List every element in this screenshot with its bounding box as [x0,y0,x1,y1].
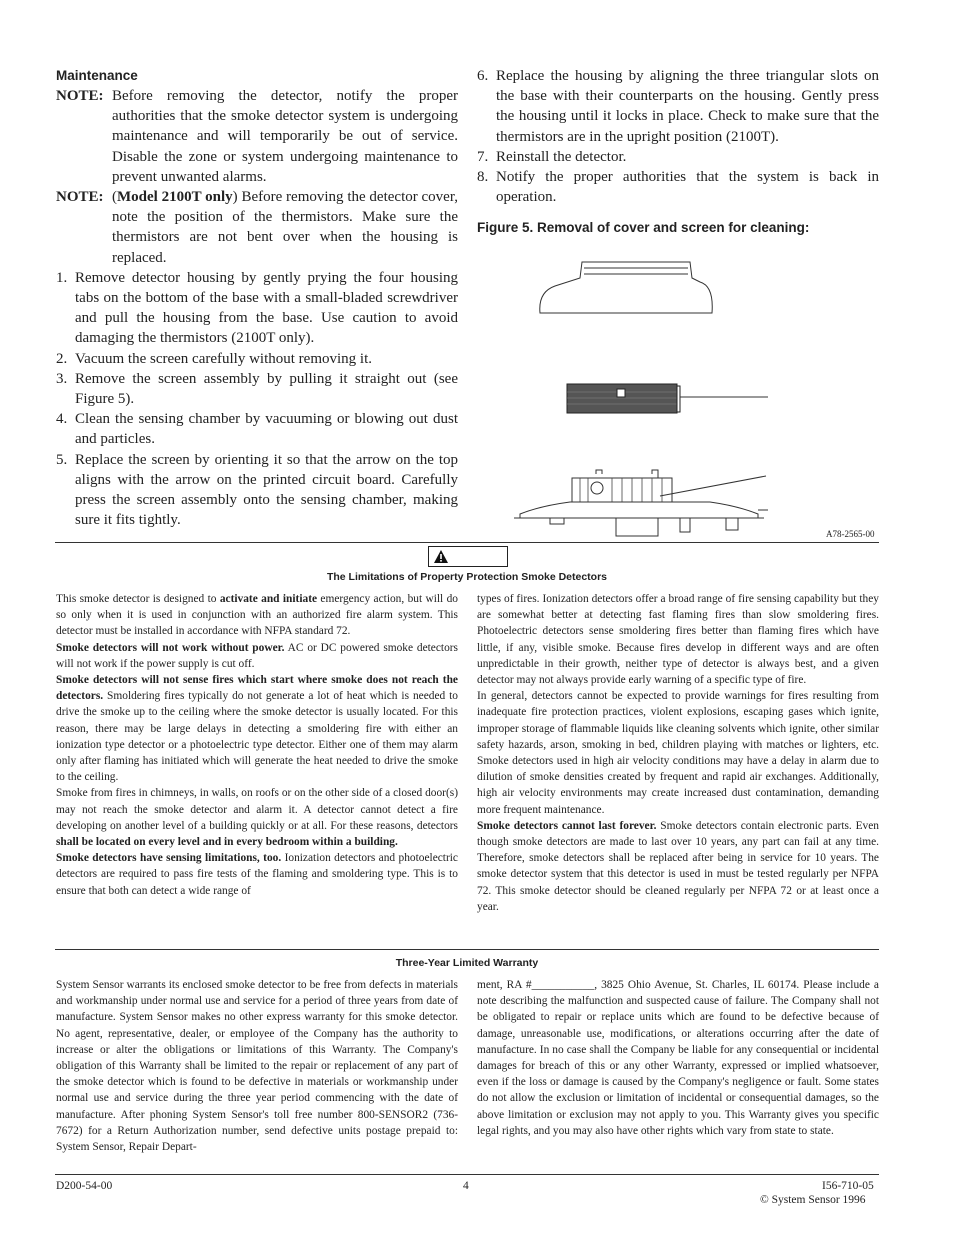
paragraph-pre: types of fires. Ionization detectors offer a broad range of fire sensing capability but they are somewhat better at detecting fast flaming fires than slow smoldering fires. Photoelectric detectors sense smoldering fires better than flaming fires which have little, if any, visible smoke. Because fires develop in different ways and are often unpredictable in their growth, neither type of detector is always best, and a given detector may not always provide early warning of a specific type of fire. [477,593,879,687]
footer-form-code: I56-710-05 [822,1180,874,1192]
limitations-paragraph [477,591,879,688]
warranty-title: Three-Year Limited Warranty [395,957,539,969]
step-text: Remove detector housing by gently prying the four housing tabs on the bottom of the base with a small-bladed screwdriver and pull the housing from the base. Use caution to avoid damaging the thermistors (2100T only). [75,269,458,347]
paragraph-bold: Smoke detectors will not sense fires which start where smoke does not reach the detectors. [56,674,458,703]
section-rule-warranty [55,949,879,950]
paragraph-bold: Smoke detectors cannot last forever. [477,819,657,832]
paragraph-bold: Smoke detectors will not work without power. [56,641,285,654]
paragraph-post: Smoke detectors contain electronic parts. Even though smoke detectors are made to last over 10 years, any part can fail at any time. Therefore, smoke detectors shall be replaced after being in service for 10 years. The smoke detector system that this detector is used in must be tested regularly per NFPA 72. This smoke detector should be cleaned regularly per NFPA 72 or at least once a year. [477,819,879,913]
paragraph-post: Ionization detectors and photoelectric detectors are required to pass fire tests of the flaming and smoldering type. This is to ensure that both can detect a wide range of [56,852,458,897]
step-text: Replace the housing by aligning the three triangular slots on the base with their counterparts on the housing. Gently press the housing until it locks in place. Check to make sure that the thermistors are in the upright position (2100T). [496,68,879,145]
figure-5-diagram [500,256,880,546]
section-rule-top [55,542,879,543]
limitations-paragraph [56,785,458,850]
paragraph-bold: shall be located on every level and in every bedroom within a building. [56,836,398,849]
step-text: Clean the sensing chamber by vacuuming or blowing out dust and particles. [75,411,458,448]
figure-caption: Figure 5. Removal of cover and screen for cleaning: [477,220,810,236]
detector-housing [540,262,712,313]
footer-rule [55,1174,879,1175]
step-text: Replace the screen by orienting it so that the arrow on the top aligns with the arrow on the printed circuit board. Carefully press the screen assembly onto the sensing chamber, making sure it fits tightly. [75,451,458,529]
warranty-right-text: ment, RA #___________, 3825 Ohio Avenue, St. Charles, IL 60174. Please include a note describing the malfunction and suspected cause of failure. The Company shall not be obligated to repair or replace units which are found to be defective because of damage, unreasonable use, modifications, or alterations occurring after the date of manufacture. In no case shall the Company be liable for any consequential or incidental damages for breach of this or any other Warranty, expressed or implied whatsoever, even if the loss or damage is caused by the Company's negligence or fault. Some states do not allow the exclusion or limitation of incidental or consequential damages, so the above limitation or exclusion may not apply to you. This Warranty gives you specific legal rights, and you may also have other rights which vary from state to state. [477,979,879,1137]
step-number: 2. [56,350,68,367]
paragraph-bold: Smoke detectors have sensing limitations, too. [56,852,282,865]
page-number: 4 [463,1180,469,1192]
paragraph-post: emergency action, but will do so only when it is used in conjunction with an authorized fire alarm system. This detector must be installed in accordance with NFPA standard 72. [56,593,458,638]
maintenance-step [56,349,458,369]
footer-copyright: © System Sensor 1996 [760,1194,866,1206]
step-text: Reinstall the detector. [496,148,627,165]
screen-assembly [567,384,768,413]
limitations-right-column [477,591,879,915]
step-number: 7. [477,148,489,165]
step-number: 4. [56,411,68,428]
paragraph-post: Smoldering fires typically do not generate a lot of heat which is needed to drive the smoke up to the ceiling where the smoke detector is usually located. For this reason, there may be large delays in detecting a smoldering fire with either an ionization type detector or a photoelectric type detector. Either one of them may alarm only after flaming has initiated which will generate the heat needed to drive the smoke to the ceiling. [56,690,458,784]
limitations-paragraph [56,672,458,785]
footer-doc-code: D200-54-00 [56,1180,113,1192]
step-number: 6. [477,68,489,84]
step-number: 8. [477,169,489,186]
note-1-text: Before removing the detector, notify the proper authorities that the smoke detector system is undergoing maintenance and will temporarily be out of service. Disable the zone or system undergoing maintenance to prevent unwanted alarms. [112,88,458,185]
limitations-paragraph [477,688,879,818]
note-2-model: Model 2100T only [117,189,233,206]
paragraph-pre: This smoke detector is designed to [56,593,220,605]
note-2-label: NOTE: [56,189,104,206]
step-number: 1. [56,269,68,286]
maintenance-right-column [477,66,879,237]
limitations-paragraph [56,591,458,640]
limitations-left-column [56,591,458,899]
step-text: Remove the screen assembly by pulling it straight out (see Figure 5). [75,370,458,408]
limitations-paragraph [56,640,458,672]
step-number: 5. [56,451,68,468]
figure-code: A78-2565-00 [826,529,875,539]
maintenance-step [56,409,458,449]
warning-box [428,546,508,567]
paragraph-pre: In general, detectors cannot be expected to provide warnings for fires resulting from inadequate fire protection practices, violent explosions, escaping gases which ignite, improper storage of flammable liquids like cleaning solvents which ignite, other similar safety hazards, arson, smoking in bed, children playing with matches or lighters, etc. Smoke detectors used in high air velocity conditions may have a delay in alarm due to dilution of smoke densities created by frequent and rapid air exchanges. Additionally, high air velocity environments may create increased dust contamination, demanding more frequent maintenance. [477,690,879,816]
maintenance-step [477,66,879,147]
note-2 [56,187,458,268]
maintenance-step [477,167,879,207]
paragraph-pre: Smoke from fires in chimneys, in walls, on roofs or on the other side of a closed door(s) may not reach the smoke detector and alarm it. A detector cannot detect a fire developing on another level of a building quickly or at all. For these reasons, detectors [56,787,458,832]
limitations-paragraph [56,850,458,899]
note-1 [56,86,458,187]
limitations-title: The Limitations of Property Protection Smoke Detectors [326,571,608,583]
limitations-paragraph [477,818,879,915]
maintenance-left-column [56,66,458,530]
warning-triangle-icon [434,550,448,563]
maintenance-step [56,450,458,531]
maintenance-step [56,369,458,409]
paragraph-post: AC or DC powered smoke detectors will not work if the power supply is cut off. [56,641,458,670]
step-number: 3. [56,370,68,387]
note-2-text: (Model 2100T only) Before removing the detector cover, note the position of the thermistors. Make sure the thermistors are not bent over when the housing is replaced. [112,189,458,266]
maintenance-step [477,147,879,167]
paragraph-bold: activate and initiate [219,593,318,605]
step-text: Notify the proper authorities that the system is back in operation. [496,169,879,206]
note-2-body: ) Before removing the detector cover, note the position of the thermistors. Make sure the thermistors are not bent over when the housing is replaced. [112,189,458,266]
note-1-label: NOTE: [56,88,104,104]
maintenance-heading: Maintenance [56,68,138,83]
warranty-left-text: System Sensor warrants its enclosed smoke detector to be free from defects in materials and workmanship under normal use and service for a period of three years from date of manufacture. System Sensor makes no other express warranty for this smoke detector. No agent, representative, dealer, or employee of the Company has the authority to increase or alter the obligations or limitations of this Warranty. The Company's obligation of this Warranty shall be limited to the repair or replacement of any part of the smoke detector which is found to be defective in materials or workmanship under normal use and service during the three year period commencing with the date of manufacture. After phoning System Sensor's toll free number 800-SENSOR2 (736-7672) for a Return Authorization number, send defective units postage prepaid to: System Sensor, Repair Depart- [56,979,458,1154]
step-text: Vacuum the screen carefully without removing it. [75,350,372,367]
maintenance-step [56,268,458,349]
detector-base [514,470,768,536]
